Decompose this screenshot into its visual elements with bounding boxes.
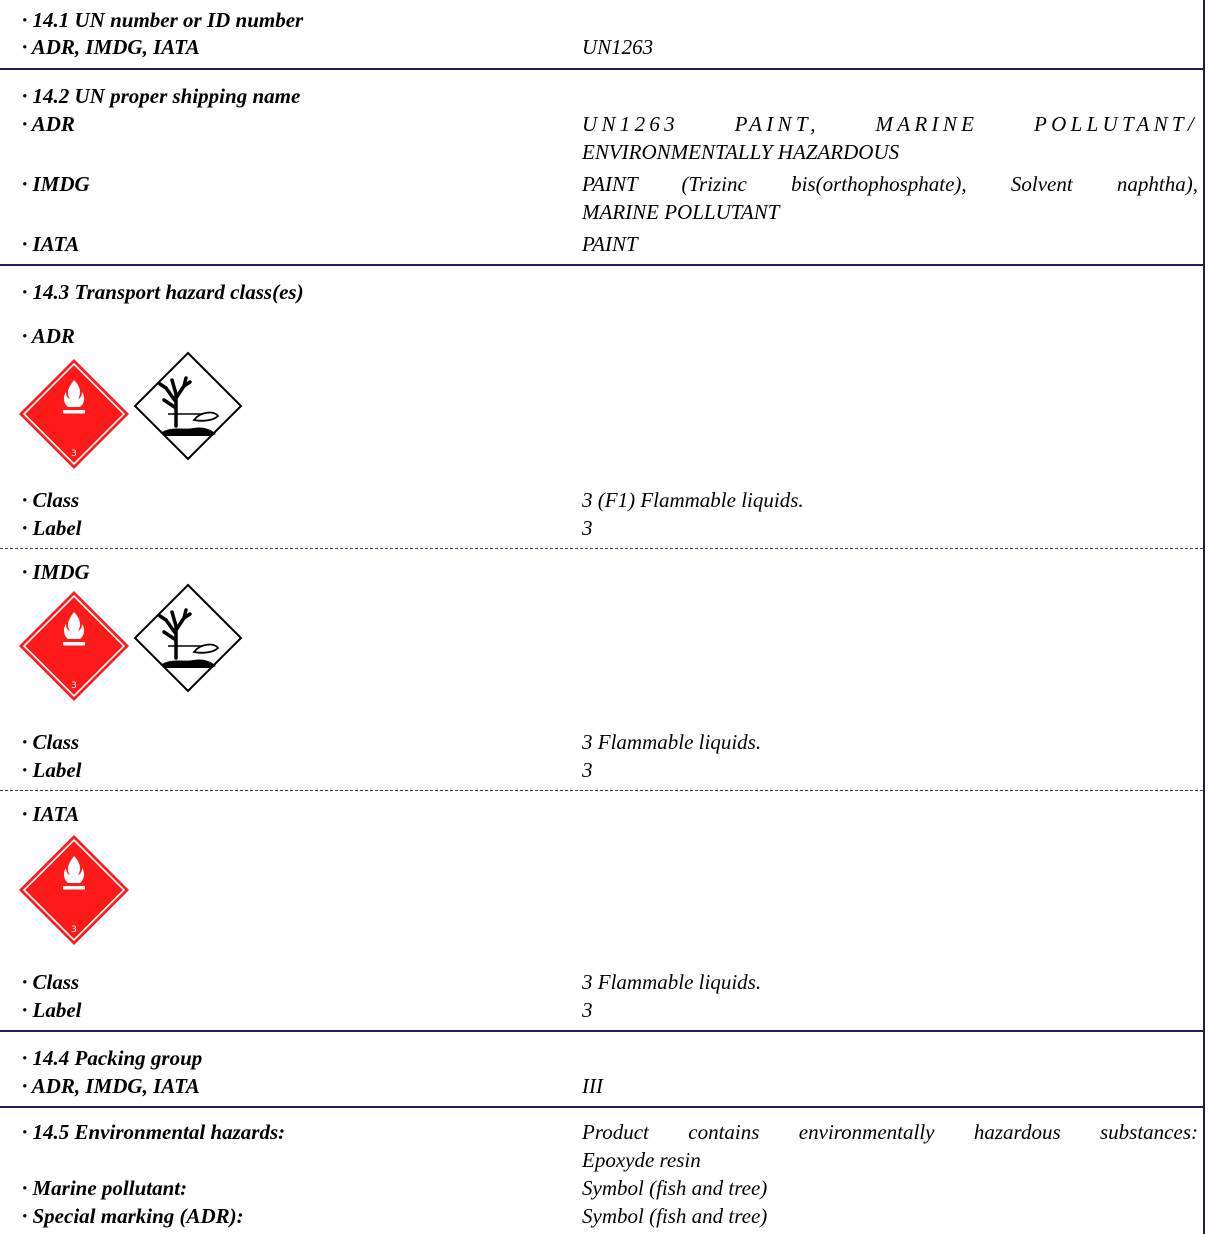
shipping-name-imdg-value-line2: MARINE POLLUTANT [582, 200, 780, 224]
adr-class-value: 3 (F1) Flammable liquids. [582, 488, 804, 512]
environmental-hazards-value-line1: Product contains environmentally hazardous substances: [582, 1120, 1198, 1144]
shipping-name-adr-value-line1: UN1263 PAINT, MARINE POLLUTANT/ [582, 112, 1198, 136]
class-number-label: 3 [71, 449, 77, 459]
un-number-value: UN1263 [582, 35, 654, 59]
iata-label-value: 3 [582, 998, 593, 1022]
imdg-class-label: · Class [22, 730, 80, 754]
class-number-label: 3 [71, 681, 77, 691]
subsection-divider [0, 548, 1203, 549]
imdg-label-value: 3 [582, 758, 593, 782]
special-marking-label: · Special marking (ADR): [22, 1204, 244, 1228]
packing-group-value: III [582, 1074, 603, 1098]
section-14-5-heading: · 14.5 Environmental hazards: [22, 1120, 286, 1144]
iata-label-label: · Label [22, 998, 82, 1022]
section-14-2-heading: · 14.2 UN proper shipping name [22, 84, 301, 108]
shipping-name-adr-value-line2: ENVIRONMENTALLY HAZARDOUS [582, 140, 900, 164]
section-divider [0, 68, 1203, 70]
environmental-hazards-value-line2: Epoxyde resin [582, 1148, 701, 1172]
shipping-name-imdg-value-line1: PAINT (Trizinc bis(orthophosphate), Solvent naphtha), [582, 172, 1198, 196]
adr-label-value: 3 [582, 516, 593, 540]
class-number-label: 3 [71, 925, 77, 935]
imdg-class-value: 3 Flammable liquids. [582, 730, 762, 754]
shipping-name-imdg-label: · IMDG [22, 172, 90, 196]
environment-hazard-pictogram [132, 582, 244, 694]
packing-group-label: · ADR, IMDG, IATA [22, 1074, 200, 1098]
adr-label-label: · Label [22, 516, 82, 540]
un-number-label: · ADR, IMDG, IATA [22, 35, 200, 59]
flammable-liquid-pictogram [18, 590, 130, 702]
section-divider [0, 264, 1203, 266]
marine-pollutant-value: Symbol (fish and tree) [582, 1176, 768, 1200]
adr-subheading: · ADR [22, 324, 75, 348]
subsection-divider [0, 790, 1203, 791]
section-divider [0, 1106, 1203, 1108]
imdg-label-label: · Label [22, 758, 82, 782]
shipping-name-iata-value: PAINT [582, 232, 638, 256]
section-14-3-heading: · 14.3 Transport hazard class(es) [22, 280, 304, 304]
iata-class-label: · Class [22, 970, 80, 994]
special-marking-value: Symbol (fish and tree) [582, 1204, 768, 1228]
section-divider [0, 1030, 1203, 1032]
adr-class-label: · Class [22, 488, 80, 512]
shipping-name-iata-label: · IATA [22, 232, 80, 256]
shipping-name-adr-label: · ADR [22, 112, 75, 136]
imdg-subheading: · IMDG [22, 560, 90, 584]
marine-pollutant-label: · Marine pollutant: [22, 1176, 188, 1200]
iata-class-value: 3 Flammable liquids. [582, 970, 762, 994]
section-14-4-heading: · 14.4 Packing group [22, 1046, 203, 1070]
flammable-liquid-pictogram [18, 358, 130, 470]
environment-hazard-pictogram [132, 350, 244, 462]
iata-subheading: · IATA [22, 802, 80, 826]
section-14-1-heading: · 14.1 UN number or ID number [22, 8, 304, 32]
flammable-liquid-pictogram [18, 834, 130, 946]
